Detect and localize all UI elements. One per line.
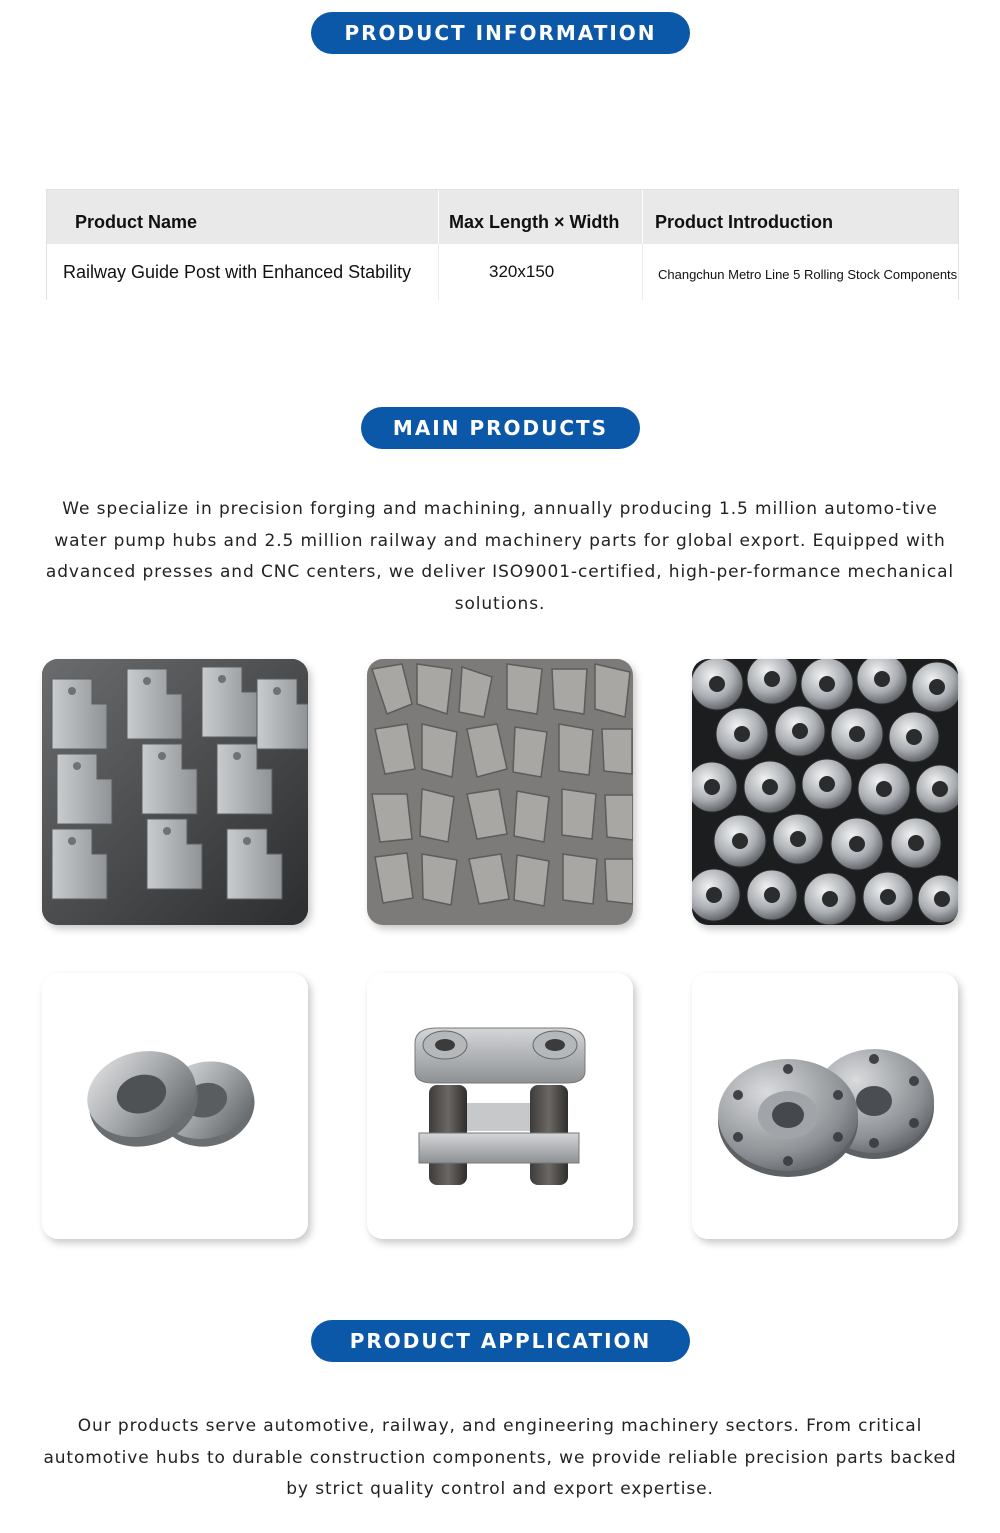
table-header-row (47, 190, 958, 244)
main-products-description: We specialize in precision forging and machining, annually producing 1.5 million automo-tive water pump hubs and 2.5 million railway and machinery parts for global export. Equipped with advanced presses and CNC centers, we deliver ISO9001-certified, high-per-formance mechanical solutions. (45, 499, 955, 614)
product-spec-table (46, 189, 959, 300)
header-max-length-width: Max Length × Width (439, 190, 643, 244)
table-row (47, 244, 958, 300)
bolt-flanges-image (692, 973, 958, 1239)
raw-forged-parts-pile-photo (367, 659, 633, 925)
machined-guide-post-blocks-photo (42, 659, 308, 925)
ring-washers-image (42, 973, 308, 1239)
machined-ring-washers-photo (42, 973, 308, 1239)
section-title-product-application: PRODUCT APPLICATION (311, 1320, 690, 1362)
bolt-flanges-photo (692, 973, 958, 1239)
product-application-description: Our products serve automotive, railway, and engineering machinery sectors. From critical automotive hubs to durable construction components, we provide reliable precision parts backed by strict quality control and export expertise. (43, 1416, 957, 1499)
cell-product-name: Railway Guide Post with Enhanced Stability (47, 244, 439, 300)
section-title-main-products: MAIN PRODUCTS (361, 407, 640, 449)
header-product-introduction: Product Introduction (655, 211, 833, 232)
forged-parts-image (367, 659, 633, 925)
cell-dimensions: 320x150 (439, 244, 643, 300)
flanged-hubs-image (692, 659, 958, 925)
flanged-hubs-pile-photo (692, 659, 958, 925)
cell-introduction: Changchun Metro Line 5 Rolling Stock Components (658, 266, 958, 282)
railway-link-component-photo (367, 973, 633, 1239)
section-title-product-information: PRODUCT INFORMATION (311, 12, 690, 54)
header-product-name: Product Name (47, 190, 439, 244)
railway-link-image (367, 973, 633, 1239)
guide-post-blocks-image (42, 659, 308, 925)
